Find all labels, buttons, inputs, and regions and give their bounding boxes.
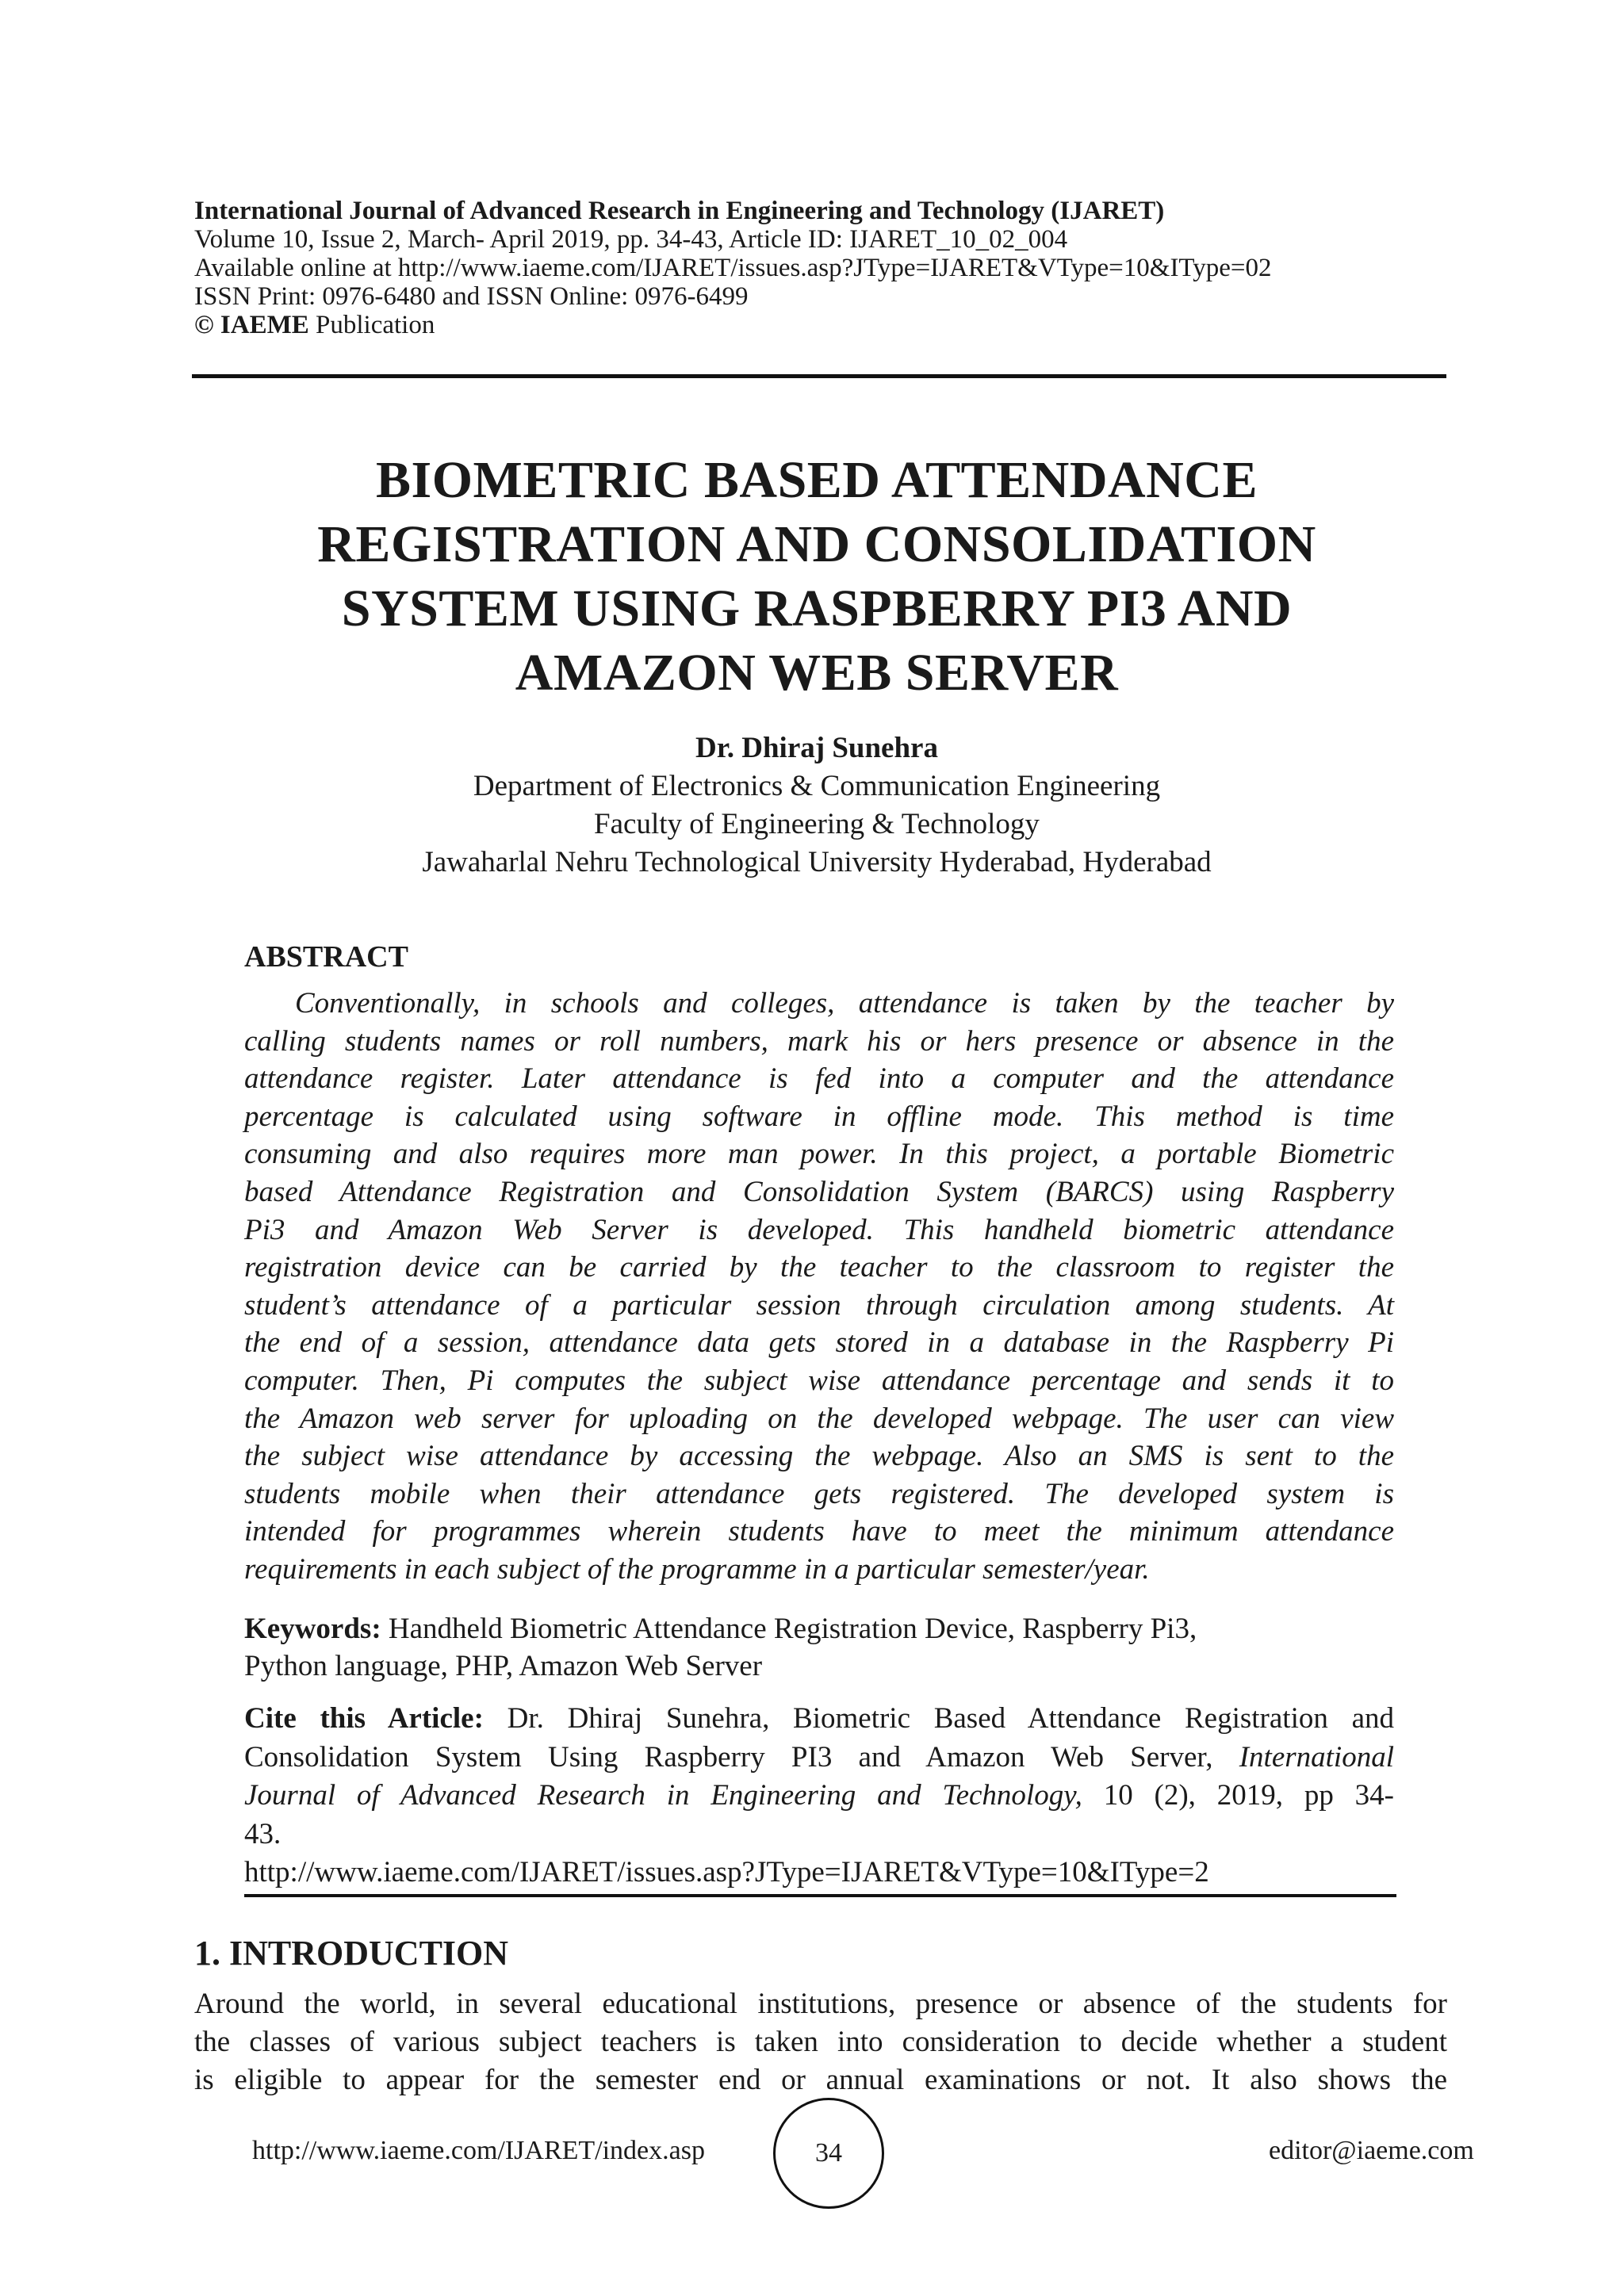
abstract-body [244,985,1394,1589]
abstract-line: Conventionally, in schools and colleges, attendance is taken by the teacher by [295,987,1394,1020]
intro-line: Around the world, in several educational institutions, presence or absence of the students for [194,1988,1447,2020]
publisher-suffix: Publication [308,311,435,339]
citation-journal: International [1239,1740,1394,1774]
citation-divider [244,1894,1396,1897]
abstract-line: calling students names or roll numbers, mark his or hers presence or absence in the [244,1024,1394,1058]
citation-journal: Journal of Advanced Research in Engineering and Technology, [244,1779,1082,1812]
issn-info: ISSN Print: 0976-6480 and ISSN Online: 0976-6499 [194,282,749,311]
author-name: Dr. Dhiraj Sunehra [695,732,938,764]
abstract-line: student’s attendance of a particular session through circulation among students. At [244,1288,1394,1322]
affiliation-line: Department of Electronics & Communication Engineering [473,770,1161,802]
title-line: AMAZON WEB SERVER [515,644,1119,702]
journal-name: International Journal of Advanced Research in Engineering and Technology (IJARET) [194,197,1165,225]
author-block [190,729,1443,882]
affiliation-line: Jawaharlal Nehru Technological University Hyderabad, Hyderabad [422,846,1212,878]
page-number [773,2098,884,2209]
title-line: REGISTRATION AND CONSOLIDATION [317,515,1316,573]
footer-email[interactable]: editor@iaeme.com [1269,2136,1474,2165]
intro-line: is eligible to appear for the semester end or annual examinations or not. It also shows the [194,2064,1447,2096]
abstract-line: requirements in each subject of the programme in a particular semester/year. [244,1552,1150,1586]
footer-url[interactable]: http://www.iaeme.com/IJARET/index.asp [252,2136,705,2165]
available-online: Available online at http://www.iaeme.com/IJARET/issues.asp?JType=IJARET&VType=10&IType=02 [194,254,1272,282]
citation-url[interactable]: http://www.iaeme.com/IJARET/issues.asp?JType=IJARET&VType=10&IType=2 [244,1856,1209,1888]
introduction-body [194,1985,1447,2099]
keywords-text: Handheld Biometric Attendance Registration Device, Raspberry Pi3, [381,1613,1197,1645]
paper-title [190,448,1443,705]
citation-text: Dr. Dhiraj Sunehra, Biometric Based Attendance Registration and [483,1702,1394,1735]
citation-text: 10 (2), 2019, pp 34- [1082,1779,1395,1812]
citation-text: Consolidation System Using Raspberry PI3 and Amazon Web Server, [244,1740,1239,1774]
citation-block [244,1700,1394,1892]
keywords-line [244,1610,1394,1647]
intro-line: the classes of various subject teachers is taken into consideration to decide whether a student [194,2026,1447,2058]
volume-info: Volume 10, Issue 2, March- April 2019, pp. 34-43, Article ID: IJARET_10_02_004 [194,225,1068,254]
abstract-line: computer. Then, Pi computes the subject wise attendance percentage and sends it to [244,1364,1394,1397]
journal-header [194,197,1447,339]
abstract-line: attendance register. Later attendance is fed into a computer and the attendance [244,1062,1394,1096]
abstract-line: Pi3 and Amazon Web Server is developed. This handheld biometric attendance [244,1213,1394,1246]
abstract-line: based Attendance Registration and Consolidation System (BARCS) using Raspberry [244,1175,1394,1208]
publisher-line [194,311,1447,339]
copyright-symbol: © [194,311,214,339]
abstract-line: the end of a session, attendance data gets stored in a database in the Raspberry Pi [244,1326,1394,1360]
publisher-name: IAEME [220,311,309,339]
keywords-label: Keywords: [244,1613,381,1645]
citation-line: 43. [244,1817,282,1850]
title-line: BIOMETRIC BASED ATTENDANCE [376,451,1258,509]
abstract-line: consuming and also requires more man power. In this project, a portable Biometric [244,1138,1394,1171]
header-divider [192,374,1446,378]
citation-line [244,1777,1394,1816]
citation-line [244,1700,1394,1739]
title-line: SYSTEM USING RASPBERRY PI3 AND [341,580,1293,637]
abstract-heading: ABSTRACT [244,940,408,974]
citation-line [244,1739,1394,1777]
keywords-block [244,1610,1394,1685]
abstract-line: the Amazon web server for uploading on the developed webpage. The user can view [244,1402,1394,1435]
abstract-line: percentage is calculated using software in offline mode. This method is time [244,1100,1394,1133]
keywords-line: Python language, PHP, Amazon Web Server [244,1650,763,1682]
abstract-line: students mobile when their attendance gets registered. The developed system is [244,1477,1394,1510]
affiliation-line: Faculty of Engineering & Technology [594,808,1040,840]
abstract-line: registration device can be carried by the teacher to the classroom to register the [244,1251,1394,1284]
abstract-line: the subject wise attendance by accessing the webpage. Also an SMS is sent to the [244,1440,1394,1473]
citation-label: Cite this Article: [244,1702,484,1735]
abstract-line: intended for programmes wherein students have to meet the minimum attendance [244,1515,1394,1548]
page-number-text: 34 [815,2138,842,2168]
introduction-heading: 1. INTRODUCTION [194,1934,509,1973]
